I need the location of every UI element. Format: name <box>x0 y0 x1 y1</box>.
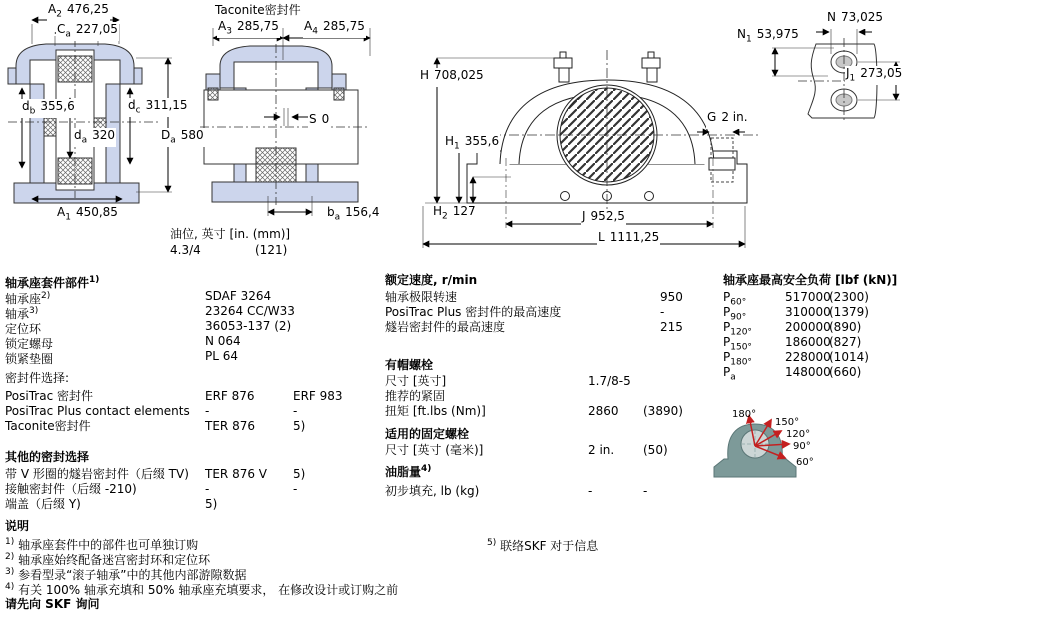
table-row-grease-fill: 初步填充, lb (kg) - - <box>385 484 648 498</box>
dim-Ca: $C_a$ 227,05 <box>57 22 118 40</box>
loads-title: 轴承座最高安全负荷 [lbf (kN)] <box>723 273 898 287</box>
dim-Da: $D_a$ 580 <box>161 128 204 146</box>
table-row-speed-limit: 轴承极限转速 950 <box>385 290 683 304</box>
footnote-3: $^{3)}$ 参看型录“滚子轴承”中的其他内部游隙数据 <box>5 567 247 582</box>
table-row-speed-taconite: 燧岩密封件的最高速度 215 <box>385 320 683 334</box>
oil-level-in: 4.3/4 <box>170 243 201 257</box>
notes-title: 说明 <box>5 519 30 533</box>
seal-selection-header: 密封件选择: <box>5 371 70 385</box>
dim-J1: $J_1$ 273,05 <box>846 66 903 84</box>
dim-da: $d_a$ 320 <box>74 128 116 146</box>
table-row-end-cover: 端盖（后缀 Y) 5) <box>5 497 218 511</box>
table-row-pa: $P_a$ 148000 (660) <box>723 365 862 383</box>
speeds-title: 额定速度, r/min <box>385 273 478 287</box>
table-row-p90: $P_{90^\circ}$ 310000 (1379) <box>723 305 869 323</box>
oil-level-mm: (121) <box>255 243 288 257</box>
table-row-taconite-v: 带 V 形圈的燧岩密封件（后缀 TV) TER 876 V 5) <box>5 467 306 481</box>
footnote-tail: 请先向 SKF 询问 <box>5 597 100 611</box>
table-row-torque: 扭矩 [ft.lbs (Nm)] 2860 (3890) <box>385 404 683 418</box>
dim-G: G 2 in. <box>706 110 749 129</box>
dim-A3: $A_3$ 285,75 <box>218 19 279 37</box>
dim-A1: $A_1$ 450,85 <box>57 205 118 223</box>
dim-L: L 1111,25 <box>597 230 660 249</box>
dim-A4: $A_4$ 285,75 <box>304 19 365 37</box>
table-row-positrac-seal: PosiTrac 密封件 ERF 876 ERF 983 <box>5 389 343 403</box>
dim-A2: $A_2$ 476,25 <box>48 2 109 20</box>
cap-bolts-title: 有帽螺栓 <box>385 358 434 372</box>
angle-label-180: 180° <box>732 409 757 420</box>
oil-level-note: 油位, 英寸 [in. (mm)] 4.3/4 (121) <box>170 227 291 257</box>
table-row-bearing: 轴承$^{3)}$ 23264 CC/W33 <box>5 304 295 321</box>
dim-J: J 952,5 <box>581 209 626 228</box>
anchor-bolts-title: 适用的固定螺栓 <box>385 427 470 441</box>
footnote-5: $^{5)}$ 联络SKF 对于信息 <box>487 538 599 553</box>
table-row-p180: $P_{180^\circ}$ 228000 (1014) <box>723 350 869 368</box>
table-row-recommended: 推荐的紧固 <box>385 389 446 403</box>
angle-label-150: 150° <box>775 417 800 428</box>
angle-label-60: 60° <box>796 457 814 468</box>
table-row-taconite-seal: Taconite密封件 TER 876 5) <box>5 419 306 433</box>
table-row-lock-nut: 锁定螺母 N 064 <box>5 334 241 351</box>
parts-table-title: 轴承座套件部件$^{1)}$ <box>5 275 100 290</box>
table-row-speed-positrac-plus: PosiTrac Plus 密封件的最高速度 - <box>385 305 665 319</box>
taconite-drawing-title: Taconite密封件 <box>215 3 301 17</box>
dim-N: N 73,025 <box>826 10 884 29</box>
table-row-housing: 轴承座$^{2)}$ SDAF 3264 <box>5 289 272 306</box>
footnote-1: $^{1)}$ 轴承座套件中的部件也可单独订购 <box>5 537 199 552</box>
table-row-p150: $P_{150^\circ}$ 186000 (827) <box>723 335 862 353</box>
table-row-p60: $P_{60^\circ}$ 517000 (2300) <box>723 290 869 308</box>
grease-title: 油脂量$^{4)}$ <box>385 464 432 479</box>
dim-N1: $N_1$ 53,975 <box>737 27 799 45</box>
other-seals-header: 其他的密封选择 <box>5 450 90 464</box>
dim-H: H 708,025 <box>419 68 485 87</box>
footnote-4: $^{4)}$ 有关 100% 轴承充填和 50% 轴承座充填要求， 在修改设计或订购之前 <box>5 582 399 597</box>
table-row-anchor-size: 尺寸 [英寸 (毫米)] 2 in. (50) <box>385 443 668 457</box>
dim-H1: $H_1$ 355,6 <box>445 134 500 152</box>
dim-S: S 0 <box>308 112 330 131</box>
table-row-contact-seal: 接触密封件（后缀 -210) - - <box>5 482 298 496</box>
table-row-positrac-plus: PosiTrac Plus contact elements - - <box>5 404 298 418</box>
table-row-bolt-size: 尺寸 [英寸] 1.7/8-5 <box>385 374 631 388</box>
table-row-lock-washer: 锁紧垫圈 PL 64 <box>5 349 239 366</box>
angle-label-120: 120° <box>786 429 811 440</box>
footnote-2: $^{2)}$ 轴承座始终配备迷宫密封环和定位环 <box>5 552 211 567</box>
angle-label-90: 90° <box>793 441 811 452</box>
table-row-locating-ring: 定位环 36053-137 (2) <box>5 319 292 336</box>
dim-dc: $d_c$ 311,15 <box>128 98 188 116</box>
table-row-p120: $P_{120^\circ}$ 200000 (890) <box>723 320 862 338</box>
dim-db: $d_b$ 355,6 <box>22 99 75 117</box>
dim-H2: $H_2$ 127 <box>433 204 476 222</box>
dim-ba: $b_a$ 156,4 <box>327 205 380 223</box>
